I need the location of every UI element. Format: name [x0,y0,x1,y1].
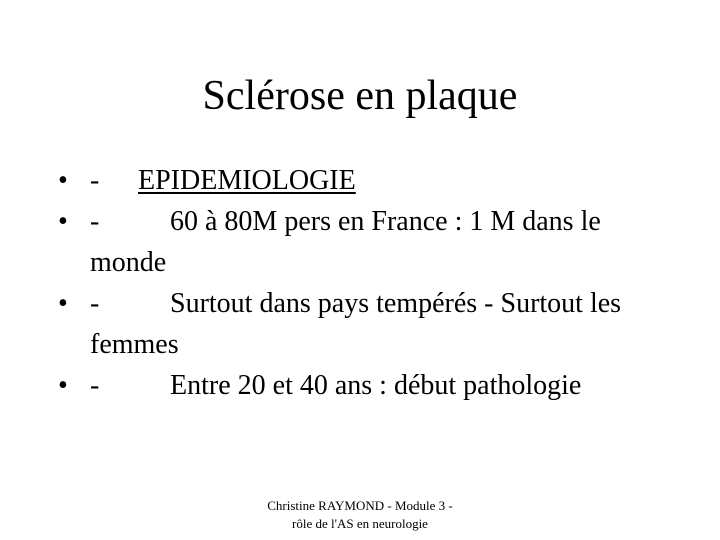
footer-line-module: rôle de l'AS en neurologie [292,516,428,531]
bullet-item-prevalence [58,201,678,283]
bullet-dash: - [90,206,100,237]
bullet-item-epidemiologie [58,160,678,201]
bullet-icon: • [58,165,68,196]
bullet-item-age-onset [58,365,678,406]
bullet-list [58,160,678,406]
section-heading: EPIDEMIOLOGIE [138,165,356,196]
bullet-text: Surtout dans pays tempérés - Surtout les femmes [90,288,622,360]
bullet-icon: • [58,370,68,401]
footer-line-author: Christine RAYMOND - Module 3 - [267,498,453,513]
bullet-dash: - [90,165,100,196]
slide-footer [230,497,490,533]
bullet-text: 60 à 80M pers en France : 1 M dans le monde [90,206,601,278]
bullet-item-distribution [58,283,678,365]
bullet-dash: - [90,288,100,319]
bullet-icon: • [58,206,68,237]
bullet-text: Entre 20 et 40 ans : début pathologie [170,370,582,401]
slide-title: Sclérose en plaque [202,73,518,119]
bullet-dash: - [90,370,100,401]
bullet-icon: • [58,288,68,319]
